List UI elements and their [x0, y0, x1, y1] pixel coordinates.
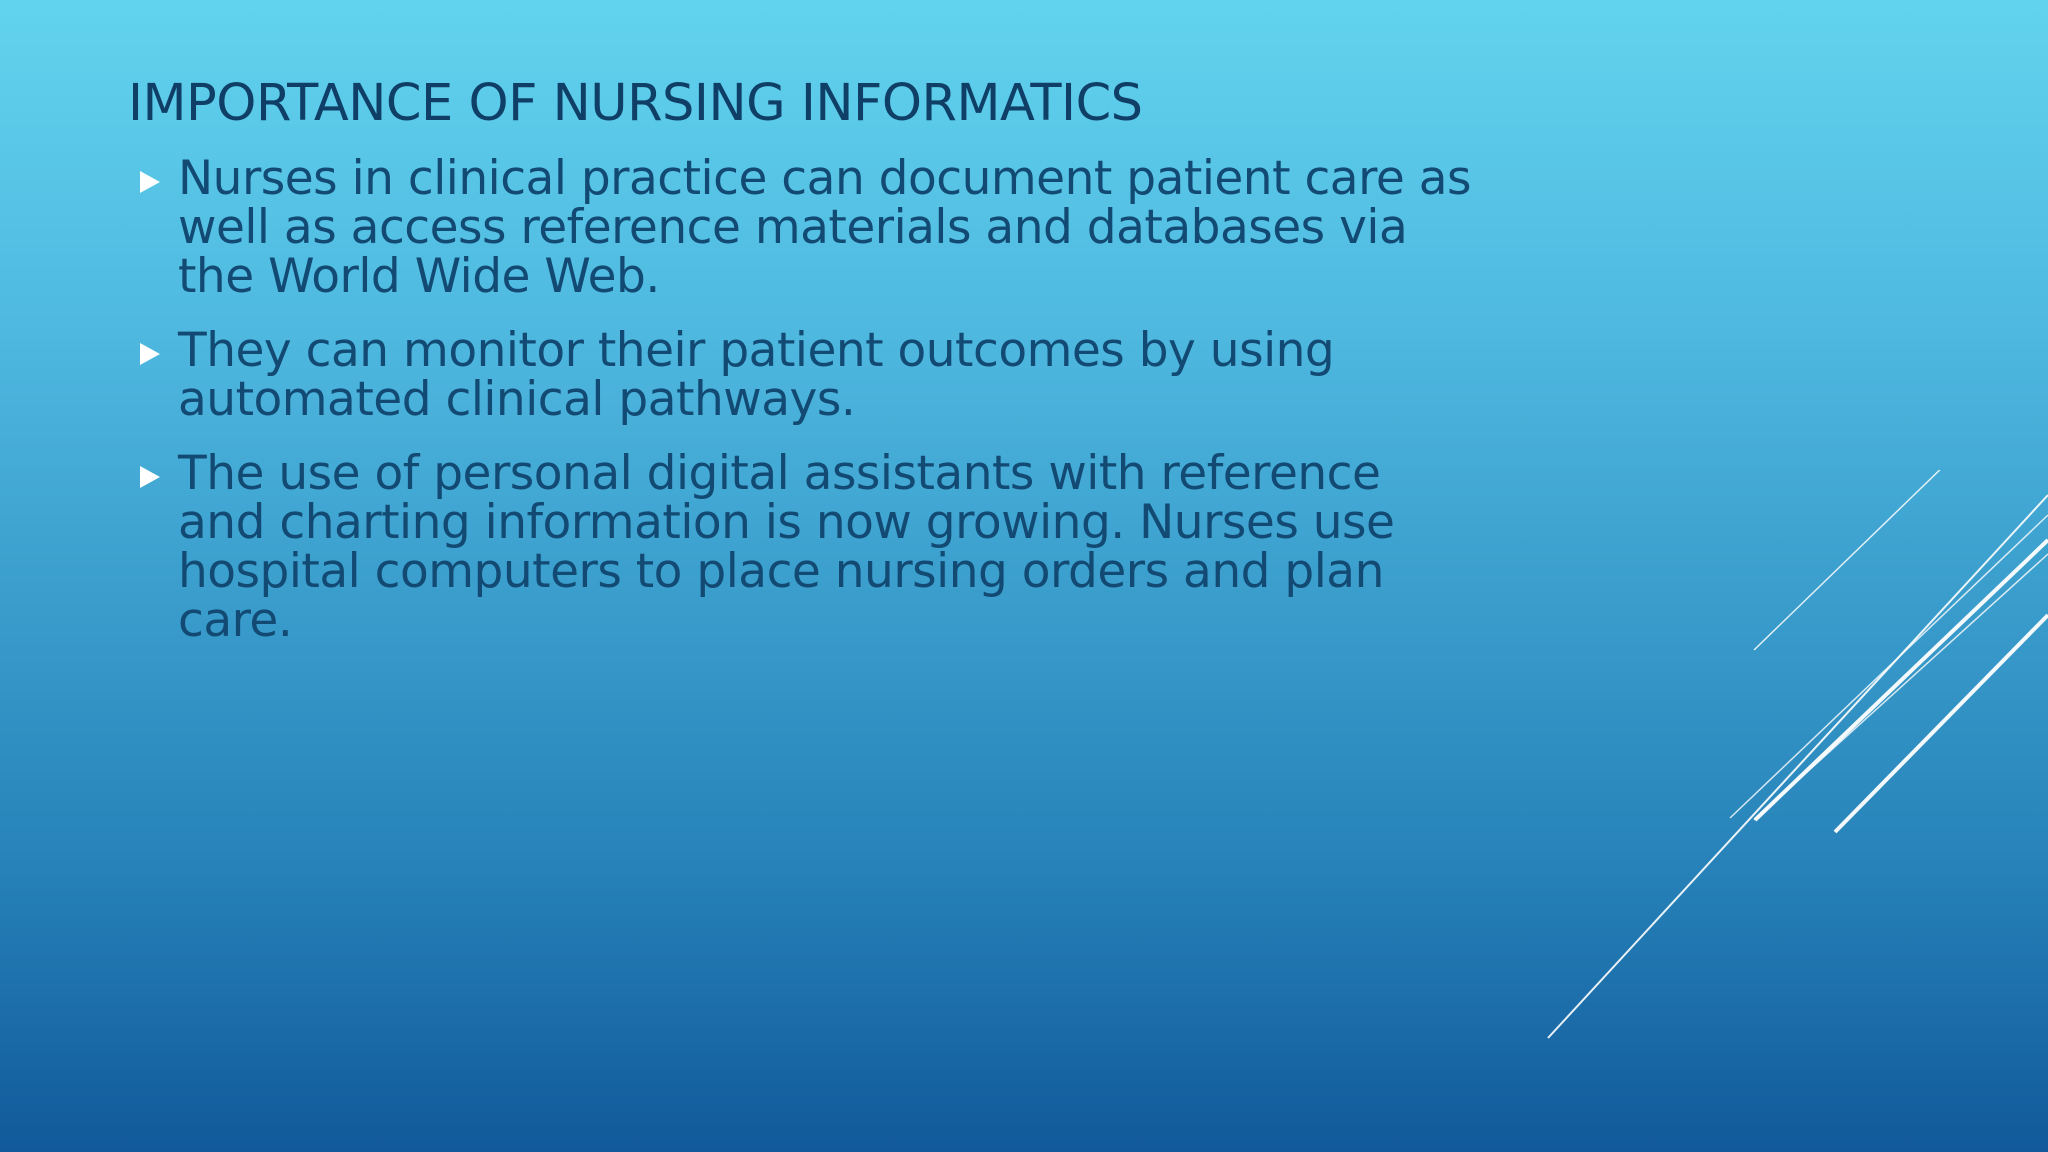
list-item	[136, 151, 1476, 304]
bullet-triangle-icon	[140, 171, 160, 193]
decorative-line	[1754, 470, 2048, 650]
bullet-text: Nurses in clinical practice can document patient care as well as access reference materials and databases via the World Wide Web.	[178, 151, 1472, 304]
bullet-text: They can monitor their patient outcomes by using automated clinical pathways.	[178, 323, 1335, 427]
bullet-list	[136, 151, 1476, 670]
bullet-triangle-icon	[140, 466, 160, 488]
slide-title: IMPORTANCE OF NURSING INFORMATICS	[128, 74, 1143, 133]
decorative-diagonal-lines	[1500, 470, 2048, 1050]
decorative-line	[1548, 495, 2048, 1038]
decorative-line	[1755, 540, 2048, 820]
decorative-line	[1730, 515, 2048, 818]
bullet-triangle-icon	[140, 343, 160, 365]
list-item	[136, 323, 1476, 427]
decorative-line	[1835, 615, 2048, 832]
bullet-text: The use of personal digital assistants with reference and charting information is now growing. Nurses use hospital computers to place nursing orders and plan care.	[178, 446, 1395, 648]
list-item	[136, 446, 1476, 648]
